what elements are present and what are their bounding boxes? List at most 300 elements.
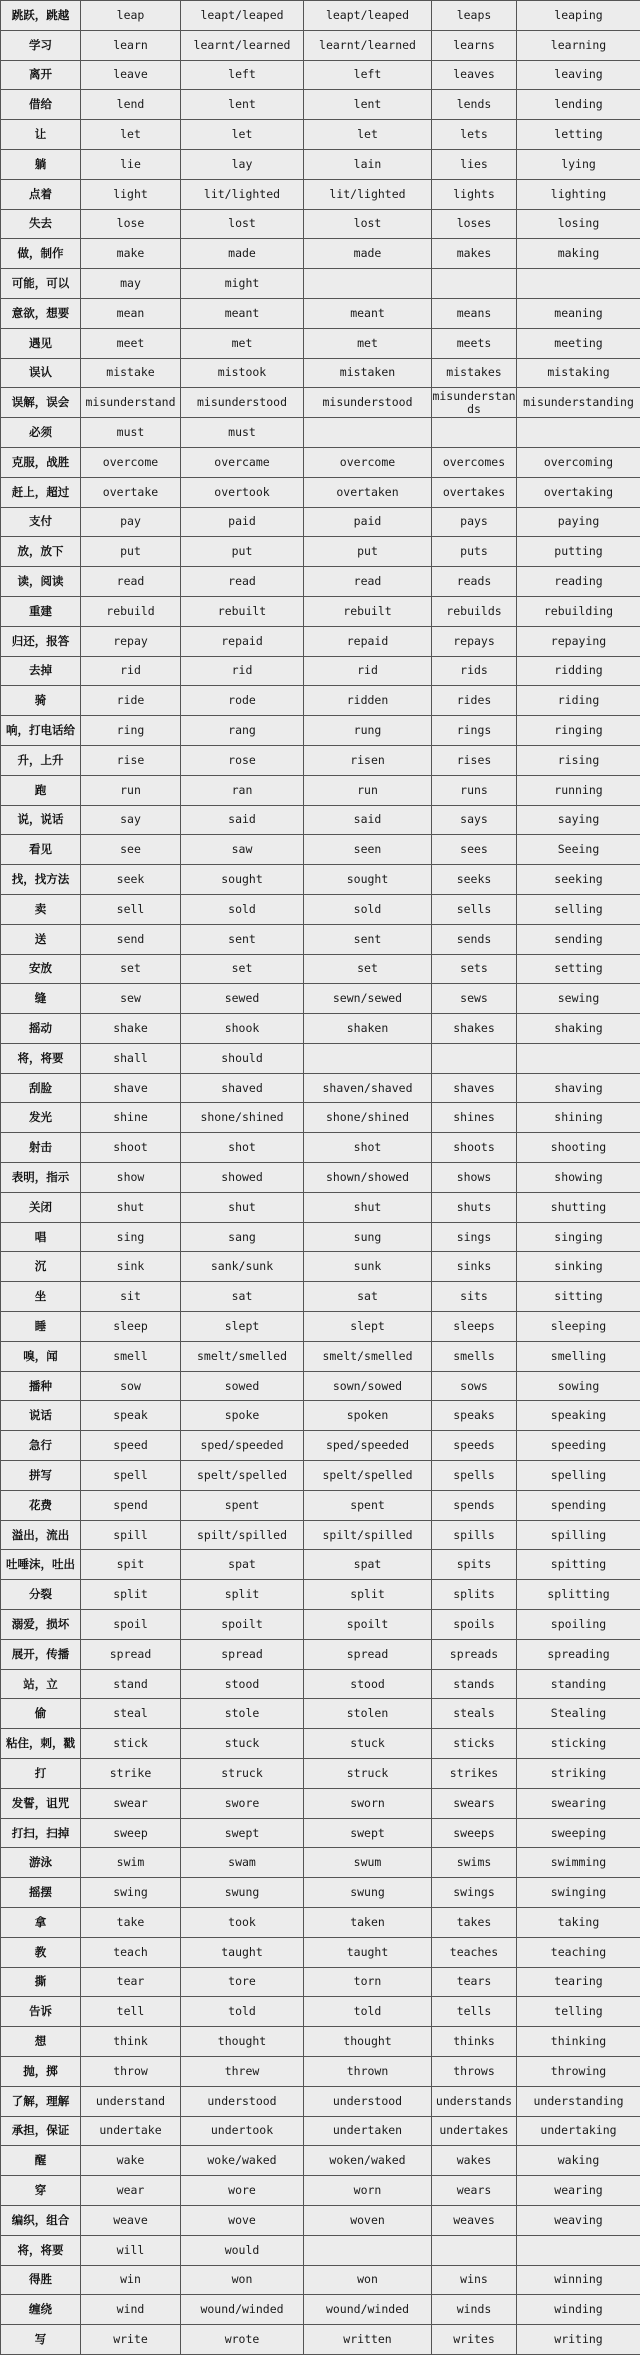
table-row	[1, 1639, 640, 1669]
past-tense-cell: sang	[181, 1222, 304, 1252]
past-tense-cell: put	[181, 537, 304, 567]
third-person-cell: overtakes	[432, 477, 517, 507]
base-form-cell: repay	[81, 626, 181, 656]
third-person-cell: lies	[432, 149, 517, 179]
table-row	[1, 745, 640, 775]
present-participle-cell	[517, 2235, 640, 2265]
past-tense-cell: made	[181, 239, 304, 269]
past-participle-cell: woken/waked	[304, 2146, 432, 2176]
table-row	[1, 477, 640, 507]
third-person-cell: wakes	[432, 2146, 517, 2176]
past-participle-cell: overcome	[304, 447, 432, 477]
past-tense-cell: read	[181, 567, 304, 597]
present-participle-cell: waking	[517, 2146, 640, 2176]
past-participle-cell: lent	[304, 90, 432, 120]
chinese-meaning-cell: 误解，误会	[1, 388, 81, 418]
present-participle-cell	[517, 418, 640, 448]
base-form-cell: spill	[81, 1520, 181, 1550]
base-form-cell: will	[81, 2235, 181, 2265]
chinese-meaning-cell: 射击	[1, 1133, 81, 1163]
third-person-cell: shaves	[432, 1073, 517, 1103]
present-participle-cell: shining	[517, 1103, 640, 1133]
third-person-cell: meets	[432, 328, 517, 358]
table-row	[1, 865, 640, 895]
past-participle-cell: shown/showed	[304, 1163, 432, 1193]
chinese-meaning-cell: 安放	[1, 954, 81, 984]
base-form-cell: put	[81, 537, 181, 567]
table-row	[1, 1, 640, 31]
base-form-cell: sell	[81, 894, 181, 924]
past-participle-cell: stuck	[304, 1729, 432, 1759]
base-form-cell: sing	[81, 1222, 181, 1252]
chinese-meaning-cell: 缝	[1, 984, 81, 1014]
third-person-cell: smells	[432, 1341, 517, 1371]
past-tense-cell: lit/lighted	[181, 179, 304, 209]
present-participle-cell: singing	[517, 1222, 640, 1252]
table-row	[1, 2325, 640, 2355]
chinese-meaning-cell: 偷	[1, 1699, 81, 1729]
table-row	[1, 1669, 640, 1699]
chinese-meaning-cell: 送	[1, 924, 81, 954]
chinese-meaning-cell: 展开，传播	[1, 1639, 81, 1669]
present-participle-cell: leaping	[517, 1, 640, 31]
present-participle-cell: splitting	[517, 1580, 640, 1610]
past-tense-cell: shut	[181, 1192, 304, 1222]
present-participle-cell: selling	[517, 894, 640, 924]
base-form-cell: stand	[81, 1669, 181, 1699]
present-participle-cell: lighting	[517, 179, 640, 209]
past-tense-cell: rebuilt	[181, 596, 304, 626]
base-form-cell: swim	[81, 1848, 181, 1878]
table-row	[1, 120, 640, 150]
chinese-meaning-cell: 将，将要	[1, 1043, 81, 1073]
past-tense-cell: sought	[181, 865, 304, 895]
base-form-cell: speak	[81, 1401, 181, 1431]
table-row	[1, 30, 640, 60]
base-form-cell: meet	[81, 328, 181, 358]
chinese-meaning-cell: 溢出，流出	[1, 1520, 81, 1550]
table-row	[1, 1759, 640, 1789]
third-person-cell: sits	[432, 1282, 517, 1312]
present-participle-cell: learning	[517, 30, 640, 60]
past-participle-cell: rebuilt	[304, 596, 432, 626]
chinese-meaning-cell: 去掉	[1, 656, 81, 686]
third-person-cell: writes	[432, 2325, 517, 2355]
base-form-cell: steal	[81, 1699, 181, 1729]
past-participle-cell: sown/sowed	[304, 1371, 432, 1401]
third-person-cell: swings	[432, 1878, 517, 1908]
third-person-cell: spoils	[432, 1610, 517, 1640]
past-participle-cell: stood	[304, 1669, 432, 1699]
present-participle-cell: ridding	[517, 656, 640, 686]
table-row	[1, 656, 640, 686]
base-form-cell: let	[81, 120, 181, 150]
base-form-cell: spell	[81, 1461, 181, 1491]
past-participle-cell: learnt/learned	[304, 30, 432, 60]
present-participle-cell: meeting	[517, 328, 640, 358]
chinese-meaning-cell: 撕	[1, 1967, 81, 1997]
present-participle-cell: leaving	[517, 60, 640, 90]
base-form-cell: rebuild	[81, 596, 181, 626]
past-tense-cell: misunderstood	[181, 388, 304, 418]
table-row	[1, 716, 640, 746]
past-participle-cell: meant	[304, 298, 432, 328]
past-tense-cell: paid	[181, 507, 304, 537]
past-participle-cell: lost	[304, 209, 432, 239]
table-row	[1, 894, 640, 924]
present-participle-cell: rebuilding	[517, 596, 640, 626]
chinese-meaning-cell: 告诉	[1, 1997, 81, 2027]
present-participle-cell: ringing	[517, 716, 640, 746]
third-person-cell: thinks	[432, 2027, 517, 2057]
base-form-cell: shall	[81, 1043, 181, 1073]
chinese-meaning-cell: 站，立	[1, 1669, 81, 1699]
present-participle-cell: shaving	[517, 1073, 640, 1103]
base-form-cell: speed	[81, 1431, 181, 1461]
chinese-meaning-cell: 嗅，闻	[1, 1341, 81, 1371]
past-tense-cell: left	[181, 60, 304, 90]
past-tense-cell: wove	[181, 2205, 304, 2235]
third-person-cell: sets	[432, 954, 517, 984]
base-form-cell: undertake	[81, 2116, 181, 2146]
past-participle-cell: swung	[304, 1878, 432, 1908]
third-person-cell: teaches	[432, 1937, 517, 1967]
present-participle-cell: misunderstanding	[517, 388, 640, 418]
base-form-cell: lie	[81, 149, 181, 179]
chinese-meaning-cell: 克服，战胜	[1, 447, 81, 477]
past-participle-cell: swum	[304, 1848, 432, 1878]
past-tense-cell: overcame	[181, 447, 304, 477]
past-participle-cell: mistaken	[304, 358, 432, 388]
chinese-meaning-cell: 必须	[1, 418, 81, 448]
past-participle-cell: spelt/spelled	[304, 1461, 432, 1491]
chinese-meaning-cell: 找，找方法	[1, 865, 81, 895]
base-form-cell: rise	[81, 745, 181, 775]
third-person-cell	[432, 269, 517, 299]
third-person-cell: shoots	[432, 1133, 517, 1163]
third-person-cell: spells	[432, 1461, 517, 1491]
present-participle-cell: sinking	[517, 1252, 640, 1282]
past-tense-cell: lent	[181, 90, 304, 120]
base-form-cell: sink	[81, 1252, 181, 1282]
third-person-cell: rings	[432, 716, 517, 746]
past-tense-cell: might	[181, 269, 304, 299]
table-row	[1, 1431, 640, 1461]
third-person-cell: says	[432, 805, 517, 835]
base-form-cell: learn	[81, 30, 181, 60]
chinese-meaning-cell: 溺爱，损坏	[1, 1610, 81, 1640]
third-person-cell	[432, 2235, 517, 2265]
chinese-meaning-cell: 支付	[1, 507, 81, 537]
base-form-cell: spread	[81, 1639, 181, 1669]
table-row	[1, 179, 640, 209]
past-tense-cell: sat	[181, 1282, 304, 1312]
past-tense-cell: understood	[181, 2086, 304, 2116]
base-form-cell: swear	[81, 1788, 181, 1818]
chinese-meaning-cell: 唱	[1, 1222, 81, 1252]
table-row	[1, 1282, 640, 1312]
base-form-cell: tell	[81, 1997, 181, 2027]
base-form-cell: show	[81, 1163, 181, 1193]
chinese-meaning-cell: 抛，掷	[1, 2056, 81, 2086]
past-participle-cell: shut	[304, 1192, 432, 1222]
past-tense-cell: swam	[181, 1848, 304, 1878]
chinese-meaning-cell: 想	[1, 2027, 81, 2057]
chinese-meaning-cell: 意欲，想要	[1, 298, 81, 328]
table-row	[1, 1699, 640, 1729]
table-row	[1, 328, 640, 358]
present-participle-cell: setting	[517, 954, 640, 984]
past-tense-cell: ran	[181, 775, 304, 805]
table-row	[1, 596, 640, 626]
chinese-meaning-cell: 粘住，刺，戳	[1, 1729, 81, 1759]
past-participle-cell: thrown	[304, 2056, 432, 2086]
past-participle-cell: thought	[304, 2027, 432, 2057]
present-participle-cell: swearing	[517, 1788, 640, 1818]
third-person-cell: tells	[432, 1997, 517, 2027]
third-person-cell: sings	[432, 1222, 517, 1252]
past-participle-cell: leapt/leaped	[304, 1, 432, 31]
base-form-cell: overcome	[81, 447, 181, 477]
third-person-cell: wins	[432, 2265, 517, 2295]
base-form-cell: stick	[81, 1729, 181, 1759]
past-participle-cell	[304, 418, 432, 448]
third-person-cell: understands	[432, 2086, 517, 2116]
base-form-cell: wake	[81, 2146, 181, 2176]
present-participle-cell: Seeing	[517, 835, 640, 865]
present-participle-cell: running	[517, 775, 640, 805]
present-participle-cell: paying	[517, 507, 640, 537]
table-row	[1, 60, 640, 90]
third-person-cell: spreads	[432, 1639, 517, 1669]
chinese-meaning-cell: 说话	[1, 1401, 81, 1431]
table-row	[1, 239, 640, 269]
base-form-cell: make	[81, 239, 181, 269]
past-participle-cell: sped/speeded	[304, 1431, 432, 1461]
chinese-meaning-cell: 可能，可以	[1, 269, 81, 299]
past-tense-cell: sent	[181, 924, 304, 954]
past-participle-cell: worn	[304, 2176, 432, 2206]
past-tense-cell: wore	[181, 2176, 304, 2206]
past-tense-cell: should	[181, 1043, 304, 1073]
third-person-cell: sees	[432, 835, 517, 865]
table-row	[1, 2235, 640, 2265]
third-person-cell: reads	[432, 567, 517, 597]
past-tense-cell: wrote	[181, 2325, 304, 2355]
base-form-cell: light	[81, 179, 181, 209]
table-row	[1, 1848, 640, 1878]
chinese-meaning-cell: 分裂	[1, 1580, 81, 1610]
present-participle-cell: swinging	[517, 1878, 640, 1908]
table-row	[1, 1997, 640, 2027]
present-participle-cell: mistaking	[517, 358, 640, 388]
chinese-meaning-cell: 得胜	[1, 2265, 81, 2295]
past-participle-cell: seen	[304, 835, 432, 865]
past-participle-cell: written	[304, 2325, 432, 2355]
base-form-cell: shake	[81, 1014, 181, 1044]
base-form-cell: weave	[81, 2205, 181, 2235]
table-row	[1, 1818, 640, 1848]
present-participle-cell: sleeping	[517, 1312, 640, 1342]
third-person-cell: sinks	[432, 1252, 517, 1282]
table-row	[1, 1192, 640, 1222]
present-participle-cell: shutting	[517, 1192, 640, 1222]
past-tense-cell: taught	[181, 1937, 304, 1967]
chinese-meaning-cell: 编织，组合	[1, 2205, 81, 2235]
base-form-cell: think	[81, 2027, 181, 2057]
present-participle-cell: sitting	[517, 1282, 640, 1312]
third-person-cell: shakes	[432, 1014, 517, 1044]
third-person-cell: rides	[432, 686, 517, 716]
present-participle-cell: winning	[517, 2265, 640, 2295]
past-tense-cell: sped/speeded	[181, 1431, 304, 1461]
chinese-meaning-cell: 让	[1, 120, 81, 150]
chinese-meaning-cell: 发誓，诅咒	[1, 1788, 81, 1818]
table-row	[1, 1580, 640, 1610]
table-row	[1, 209, 640, 239]
base-form-cell: send	[81, 924, 181, 954]
base-form-cell: set	[81, 954, 181, 984]
chinese-meaning-cell: 卖	[1, 894, 81, 924]
past-tense-cell: sold	[181, 894, 304, 924]
chinese-meaning-cell: 点着	[1, 179, 81, 209]
past-tense-cell: overtook	[181, 477, 304, 507]
past-participle-cell: spoken	[304, 1401, 432, 1431]
present-participle-cell: repaying	[517, 626, 640, 656]
past-tense-cell: smelt/smelled	[181, 1341, 304, 1371]
past-participle-cell: sunk	[304, 1252, 432, 1282]
past-participle-cell: lit/lighted	[304, 179, 432, 209]
present-participle-cell: writing	[517, 2325, 640, 2355]
chinese-meaning-cell: 花费	[1, 1490, 81, 1520]
base-form-cell: teach	[81, 1937, 181, 1967]
third-person-cell: stands	[432, 1669, 517, 1699]
third-person-cell: leaves	[432, 60, 517, 90]
past-participle-cell: swept	[304, 1818, 432, 1848]
third-person-cell: rises	[432, 745, 517, 775]
past-tense-cell: spread	[181, 1639, 304, 1669]
chinese-meaning-cell: 教	[1, 1937, 81, 1967]
chinese-meaning-cell: 写	[1, 2325, 81, 2355]
chinese-meaning-cell: 承担，保证	[1, 2116, 81, 2146]
past-tense-cell: stuck	[181, 1729, 304, 1759]
chinese-meaning-cell: 关闭	[1, 1192, 81, 1222]
past-tense-cell: learnt/learned	[181, 30, 304, 60]
chinese-meaning-cell: 坐	[1, 1282, 81, 1312]
present-participle-cell: smelling	[517, 1341, 640, 1371]
table-row	[1, 507, 640, 537]
past-tense-cell: swept	[181, 1818, 304, 1848]
past-tense-cell: swung	[181, 1878, 304, 1908]
third-person-cell: splits	[432, 1580, 517, 1610]
base-form-cell: run	[81, 775, 181, 805]
base-form-cell: sleep	[81, 1312, 181, 1342]
present-participle-cell: showing	[517, 1163, 640, 1193]
chinese-meaning-cell: 响，打电话给	[1, 716, 81, 746]
table-row	[1, 298, 640, 328]
base-form-cell: lose	[81, 209, 181, 239]
chinese-meaning-cell: 放，放下	[1, 537, 81, 567]
present-participle-cell: overtaking	[517, 477, 640, 507]
past-participle-cell: sought	[304, 865, 432, 895]
past-tense-cell: meant	[181, 298, 304, 328]
present-participle-cell: throwing	[517, 2056, 640, 2086]
past-tense-cell: shaved	[181, 1073, 304, 1103]
base-form-cell: must	[81, 418, 181, 448]
past-tense-cell: struck	[181, 1759, 304, 1789]
base-form-cell: take	[81, 1908, 181, 1938]
past-participle-cell: shaven/shaved	[304, 1073, 432, 1103]
past-participle-cell: set	[304, 954, 432, 984]
third-person-cell	[432, 1043, 517, 1073]
past-tense-cell: sowed	[181, 1371, 304, 1401]
table-row	[1, 1252, 640, 1282]
table-row	[1, 1550, 640, 1580]
chinese-meaning-cell: 将，将要	[1, 2235, 81, 2265]
third-person-cell: lends	[432, 90, 517, 120]
past-participle-cell: made	[304, 239, 432, 269]
base-form-cell: sweep	[81, 1818, 181, 1848]
third-person-cell: puts	[432, 537, 517, 567]
table-row	[1, 269, 640, 299]
past-tense-cell: stole	[181, 1699, 304, 1729]
past-tense-cell: tore	[181, 1967, 304, 1997]
third-person-cell: swims	[432, 1848, 517, 1878]
past-tense-cell: showed	[181, 1163, 304, 1193]
present-participle-cell: sewing	[517, 984, 640, 1014]
base-form-cell: smell	[81, 1341, 181, 1371]
table-row	[1, 2205, 640, 2235]
chinese-meaning-cell: 表明，指示	[1, 1163, 81, 1193]
base-form-cell: split	[81, 1580, 181, 1610]
past-participle-cell: undertaken	[304, 2116, 432, 2146]
table-row	[1, 567, 640, 597]
table-row	[1, 1937, 640, 1967]
present-participle-cell: overcoming	[517, 447, 640, 477]
past-tense-cell: threw	[181, 2056, 304, 2086]
third-person-cell: mistakes	[432, 358, 517, 388]
third-person-cell: overcomes	[432, 447, 517, 477]
past-participle-cell: misunderstood	[304, 388, 432, 418]
present-participle-cell: swimming	[517, 1848, 640, 1878]
third-person-cell: sticks	[432, 1729, 517, 1759]
present-participle-cell: seeking	[517, 865, 640, 895]
chinese-meaning-cell: 穿	[1, 2176, 81, 2206]
third-person-cell: lights	[432, 179, 517, 209]
past-participle-cell: lain	[304, 149, 432, 179]
chinese-meaning-cell: 骑	[1, 686, 81, 716]
present-participle-cell: teaching	[517, 1937, 640, 1967]
past-tense-cell: mistook	[181, 358, 304, 388]
base-form-cell: sew	[81, 984, 181, 1014]
present-participle-cell: winding	[517, 2295, 640, 2325]
present-participle-cell: shooting	[517, 1133, 640, 1163]
table-row	[1, 2056, 640, 2086]
past-tense-cell: let	[181, 120, 304, 150]
chinese-meaning-cell: 离开	[1, 60, 81, 90]
past-tense-cell: would	[181, 2235, 304, 2265]
past-participle-cell: smelt/smelled	[304, 1341, 432, 1371]
table-row	[1, 1490, 640, 1520]
past-tense-cell: lay	[181, 149, 304, 179]
past-participle-cell: shaken	[304, 1014, 432, 1044]
present-participle-cell: wearing	[517, 2176, 640, 2206]
chinese-meaning-cell: 失去	[1, 209, 81, 239]
present-participle-cell: lying	[517, 149, 640, 179]
base-form-cell: shoot	[81, 1133, 181, 1163]
present-participle-cell: standing	[517, 1669, 640, 1699]
chinese-meaning-cell: 误认	[1, 358, 81, 388]
